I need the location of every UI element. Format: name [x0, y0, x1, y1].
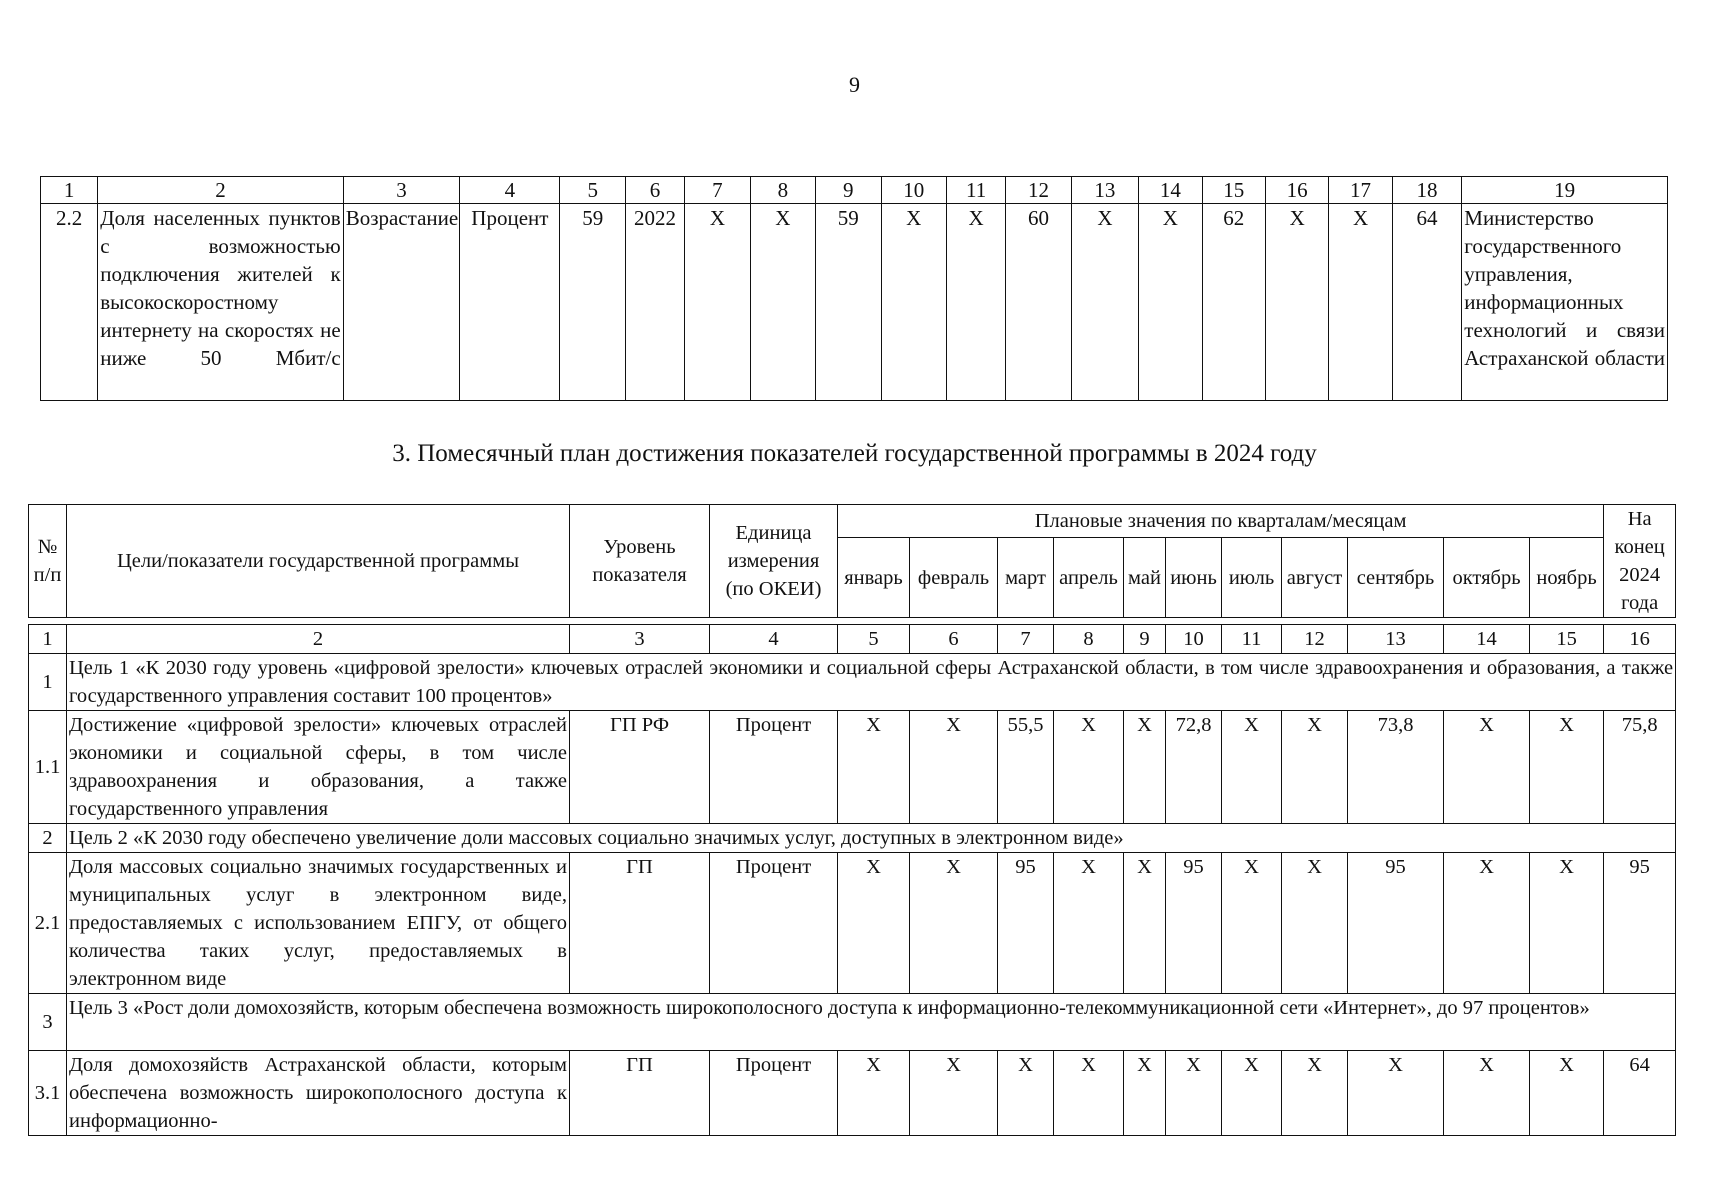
column-number: 10	[881, 177, 946, 204]
unit-cell: Процент	[710, 711, 838, 824]
value-cell: 95	[1604, 853, 1676, 994]
value-cell: 62	[1202, 204, 1265, 401]
column-number: 9	[816, 177, 881, 204]
column-number: 4	[710, 625, 838, 654]
column-number: 11	[946, 177, 1005, 204]
month-header: май	[1124, 538, 1166, 618]
column-number: 11	[1222, 625, 1282, 654]
value-cell: X	[1530, 1051, 1604, 1136]
goal-text: Цель 2 «К 2030 году обеспечено увеличение доли массовых социально значимых услуг, доступных в электронном виде»	[67, 824, 1676, 853]
value-cell: X	[1222, 853, 1282, 994]
column-number: 6	[910, 625, 998, 654]
column-number: 14	[1444, 625, 1530, 654]
indicator-name: Доля массовых социально значимых государственных и муниципальных услуг в электронном виде, предоставляемых с использованием ЕПГУ, от общего количества таких услуг, предоставляемых в электронном виде	[67, 853, 570, 994]
table-row	[29, 853, 1676, 994]
column-number: 9	[1124, 625, 1166, 654]
column-number: 12	[1282, 625, 1348, 654]
value-cell: X	[1348, 1051, 1444, 1136]
month-header: сентябрь	[1348, 538, 1444, 618]
column-number: 16	[1265, 177, 1328, 204]
month-header: ноябрь	[1530, 538, 1604, 618]
column-number: 13	[1071, 177, 1138, 204]
value-cell: X	[1530, 711, 1604, 824]
value-cell: 64	[1604, 1051, 1676, 1136]
value-cell: X	[1222, 711, 1282, 824]
value-cell: X	[1444, 1051, 1530, 1136]
value-cell: X	[1444, 711, 1530, 824]
header-goals: Цели/показатели государственной программы	[67, 505, 570, 618]
trend-cell: Возрастание	[343, 204, 460, 401]
goal-number: 3	[29, 994, 67, 1051]
header-planned: Плановые значения по кварталам/месяцам	[838, 505, 1604, 538]
value-cell: X	[910, 1051, 998, 1136]
month-header: октябрь	[1444, 538, 1530, 618]
responsible-body: Министерство государственного управления, информационных технологий и связи Астраханской области	[1462, 204, 1668, 401]
value-cell: X	[1329, 204, 1392, 401]
value-cell: X	[1265, 204, 1328, 401]
goal-text: Цель 3 «Рост доли домохозяйств, которым обеспечена возможность широкополосного доступа к информационно-телекоммуникационной сети «Интернет», до 97 процентов»	[67, 994, 1676, 1051]
value-cell: X	[1139, 204, 1202, 401]
column-number: 1	[29, 625, 67, 654]
value-cell: X	[1166, 1051, 1222, 1136]
header-num: № п/п	[29, 505, 67, 618]
value-cell: X	[1071, 204, 1138, 401]
column-number: 17	[1329, 177, 1392, 204]
value-cell: 95	[1348, 853, 1444, 994]
value-cell: 55,5	[998, 711, 1054, 824]
value-cell: X	[838, 1051, 910, 1136]
month-header: апрель	[1054, 538, 1124, 618]
value-cell: 64	[1392, 204, 1462, 401]
value-cell: X	[838, 711, 910, 824]
column-number: 3	[570, 625, 710, 654]
header-unit: Единица измерения (по ОКЕИ)	[710, 505, 838, 618]
unit-cell: Процент	[710, 853, 838, 994]
column-number: 5	[560, 177, 625, 204]
column-number: 18	[1392, 177, 1462, 204]
column-number: 19	[1462, 177, 1668, 204]
value-cell: X	[1282, 853, 1348, 994]
column-number: 3	[343, 177, 460, 204]
header-level: Уровень показателя	[570, 505, 710, 618]
column-number: 13	[1348, 625, 1444, 654]
value-cell: 95	[998, 853, 1054, 994]
indicator-name: Доля населенных пунктов с возможностью подключения жителей к высокоскоростному интернету на скоростях не ниже 50 Мбит/с	[98, 204, 343, 401]
value-cell: X	[1054, 1051, 1124, 1136]
column-numbers-row	[41, 177, 1668, 204]
column-numbers-row	[29, 625, 1676, 654]
unit-cell: Процент	[710, 1051, 838, 1136]
value-cell: X	[910, 711, 998, 824]
value-cell: X	[1282, 1051, 1348, 1136]
value-cell: 75,8	[1604, 711, 1676, 824]
value-cell: X	[1530, 853, 1604, 994]
column-number: 7	[685, 177, 750, 204]
header-end: На конец 2024 года	[1604, 505, 1676, 618]
goal-row	[29, 824, 1676, 853]
column-number: 8	[750, 177, 815, 204]
value-cell: X	[1054, 711, 1124, 824]
value-cell: X	[1124, 711, 1166, 824]
section-title: 3. Помесячный план достижения показателей государственной программы в 2024 году	[392, 440, 1317, 467]
level-cell: ГП РФ	[570, 711, 710, 824]
value-cell: X	[881, 204, 946, 401]
month-header: июнь	[1166, 538, 1222, 618]
header-row	[29, 505, 1676, 538]
row-number: 1.1	[29, 711, 67, 824]
column-number: 15	[1530, 625, 1604, 654]
value-cell: 73,8	[1348, 711, 1444, 824]
column-number: 2	[98, 177, 343, 204]
level-cell: ГП	[570, 853, 710, 994]
indicator-table-continued	[40, 176, 1668, 401]
monthly-plan-table	[28, 504, 1676, 1136]
row-number: 2.1	[29, 853, 67, 994]
goal-row	[29, 654, 1676, 711]
page-number: 9	[849, 72, 860, 97]
value-cell: X	[685, 204, 750, 401]
table-row	[29, 711, 1676, 824]
column-number: 4	[460, 177, 560, 204]
value-cell: 60	[1006, 204, 1071, 401]
value-cell: 95	[1166, 853, 1222, 994]
level-cell: ГП	[570, 1051, 710, 1136]
value-cell: 59	[816, 204, 881, 401]
value-cell: 2022	[625, 204, 684, 401]
table-row	[41, 204, 1668, 401]
column-number: 7	[998, 625, 1054, 654]
row-number: 3.1	[29, 1051, 67, 1136]
value-cell: 59	[560, 204, 625, 401]
month-header: март	[998, 538, 1054, 618]
goal-text: Цель 1 «К 2030 году уровень «цифровой зрелости» ключевых отраслей экономики и социальной сферы Астраханской области, в том числе здравоохранения и образования, а также государственного управления составит 100 процентов»	[67, 654, 1676, 711]
column-number: 10	[1166, 625, 1222, 654]
value-cell: X	[838, 853, 910, 994]
month-header: август	[1282, 538, 1348, 618]
value-cell: X	[1124, 1051, 1166, 1136]
value-cell: X	[1222, 1051, 1282, 1136]
goal-number: 1	[29, 654, 67, 711]
value-cell: 72,8	[1166, 711, 1222, 824]
unit-cell: Процент	[460, 204, 560, 401]
value-cell: X	[1054, 853, 1124, 994]
table-row	[29, 1051, 1676, 1136]
goal-row	[29, 994, 1676, 1051]
value-cell: X	[750, 204, 815, 401]
column-number: 15	[1202, 177, 1265, 204]
column-number: 5	[838, 625, 910, 654]
indicator-name: Доля домохозяйств Астраханской области, которым обеспечена возможность широкополосного доступа к информационно-	[67, 1051, 570, 1136]
month-header: июль	[1222, 538, 1282, 618]
month-header: февраль	[910, 538, 998, 618]
goal-number: 2	[29, 824, 67, 853]
column-number: 1	[41, 177, 98, 204]
row-number: 2.2	[41, 204, 98, 401]
column-number: 14	[1139, 177, 1202, 204]
column-number: 6	[625, 177, 684, 204]
column-number: 16	[1604, 625, 1676, 654]
value-cell: X	[998, 1051, 1054, 1136]
value-cell: X	[946, 204, 1005, 401]
indicator-name: Достижение «цифровой зрелости» ключевых отраслей экономики и социальной сферы, в том числе здравоохранения и образования, а также государственного управления	[67, 711, 570, 824]
month-header: январь	[838, 538, 910, 618]
column-number: 12	[1006, 177, 1071, 204]
value-cell: X	[910, 853, 998, 994]
column-number: 2	[67, 625, 570, 654]
column-number: 8	[1054, 625, 1124, 654]
value-cell: X	[1444, 853, 1530, 994]
value-cell: X	[1124, 853, 1166, 994]
value-cell: X	[1282, 711, 1348, 824]
gap-row	[29, 618, 1676, 625]
